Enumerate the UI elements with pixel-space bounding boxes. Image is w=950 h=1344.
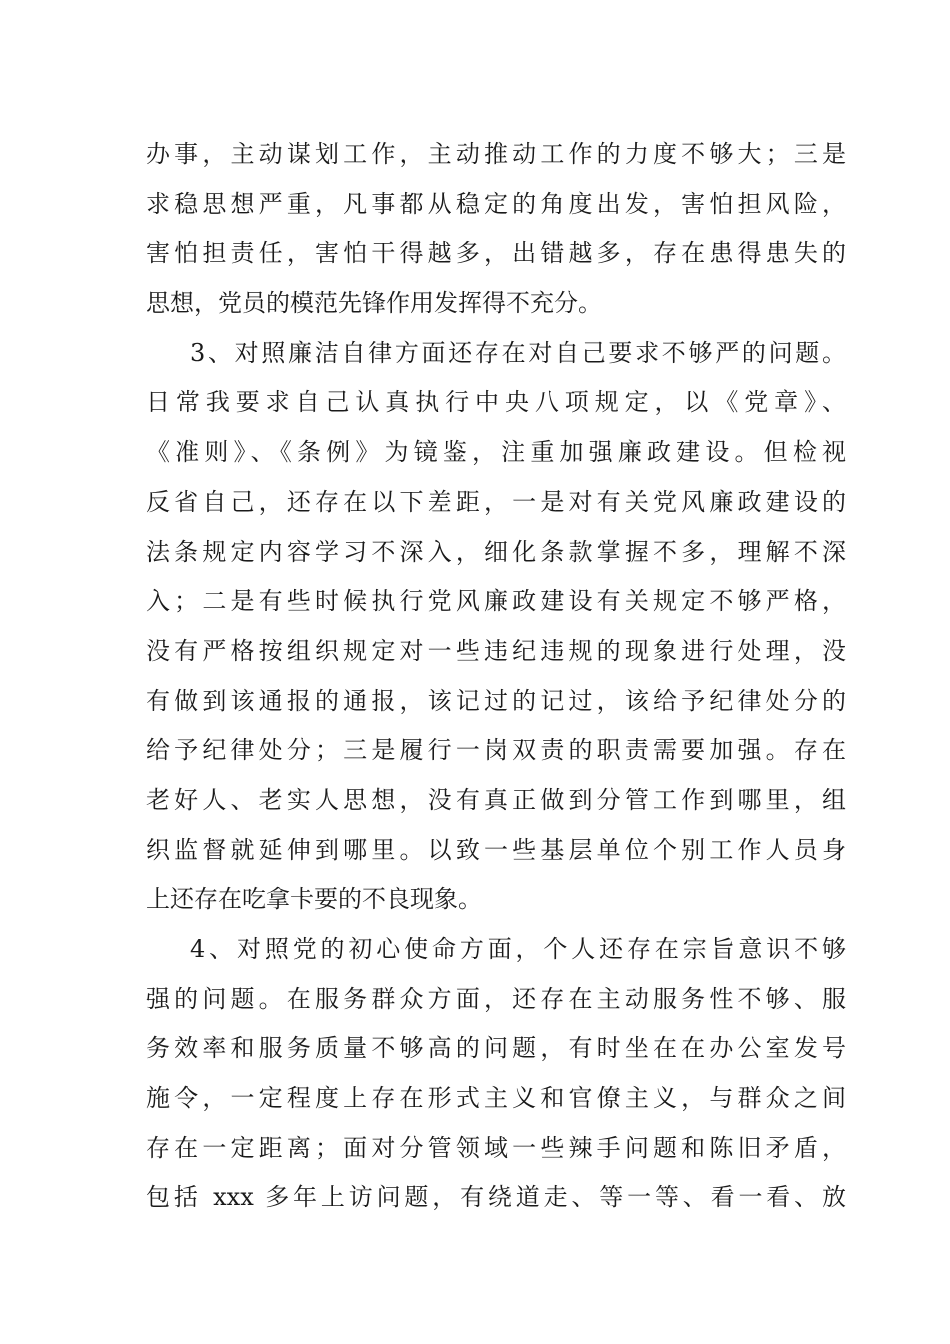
text-line: 包括 xxx 多年上访问题，有绕道走、等一等、看一看、放 (146, 1183, 846, 1212)
text-line: 入；二是有些时候执行党风廉政建设有关规定不够严格， (146, 587, 846, 616)
text-line: 织监督就延伸到哪里。以致一些基层单位个别工作人员身 (146, 835, 846, 864)
text-line: 上还存在吃拿卡要的不良现象。 (146, 885, 482, 914)
text-line: 给予纪律处分；三是履行一岗双责的职责需要加强。存在 (146, 736, 846, 765)
text-line: 求稳思想严重，凡事都从稳定的角度出发，害怕担风险， (146, 189, 846, 218)
text-line: 3、对照廉洁自律方面还存在对自己要求不够严的问题。 (190, 338, 846, 367)
text-line: 没有严格按组织规定对一些违纪违规的现象进行处理，没 (146, 636, 846, 665)
text-line: 4、对照党的初心使命方面，个人还存在宗旨意识不够 (190, 935, 846, 963)
text-line: 强的问题。在服务群众方面，还存在主动服务性不够、服 (146, 984, 846, 1013)
text-line: 办事，主动谋划工作，主动推动工作的力度不够大；三是 (146, 140, 846, 168)
text-line: 《准则》、《条例》为镜鉴，注重加强廉政建设。但检视 (146, 438, 846, 467)
text-line: 务效率和服务质量不够高的问题，有时坐在在办公室发号 (146, 1034, 846, 1063)
text-line: 思想，党员的模范先锋作用发挥得不充分。 (146, 289, 602, 318)
text-line: 法条规定内容学习不深入，细化条款掌握不多，理解不深 (146, 537, 846, 566)
text-line: 有做到该通报的通报，该记过的记过，该给予纪律处分的 (146, 686, 846, 715)
text-line: 日常我要求自己认真执行中央八项规定，以《党章》、 (146, 388, 846, 417)
text-line: 害怕担责任，害怕干得越多，出错越多，存在患得患失的 (146, 239, 846, 268)
text-line: 老好人、老实人思想，没有真正做到分管工作到哪里，组 (146, 785, 846, 814)
text-line: 施令，一定程度上存在形式主义和官僚主义，与群众之间 (146, 1084, 846, 1113)
text-line: 存在一定距离；面对分管领域一些辣手问题和陈旧矛盾， (146, 1133, 846, 1162)
text-line: 反省自己，还存在以下差距，一是对有关党风廉政建设的 (146, 487, 846, 516)
body-text (146, 130, 846, 1223)
